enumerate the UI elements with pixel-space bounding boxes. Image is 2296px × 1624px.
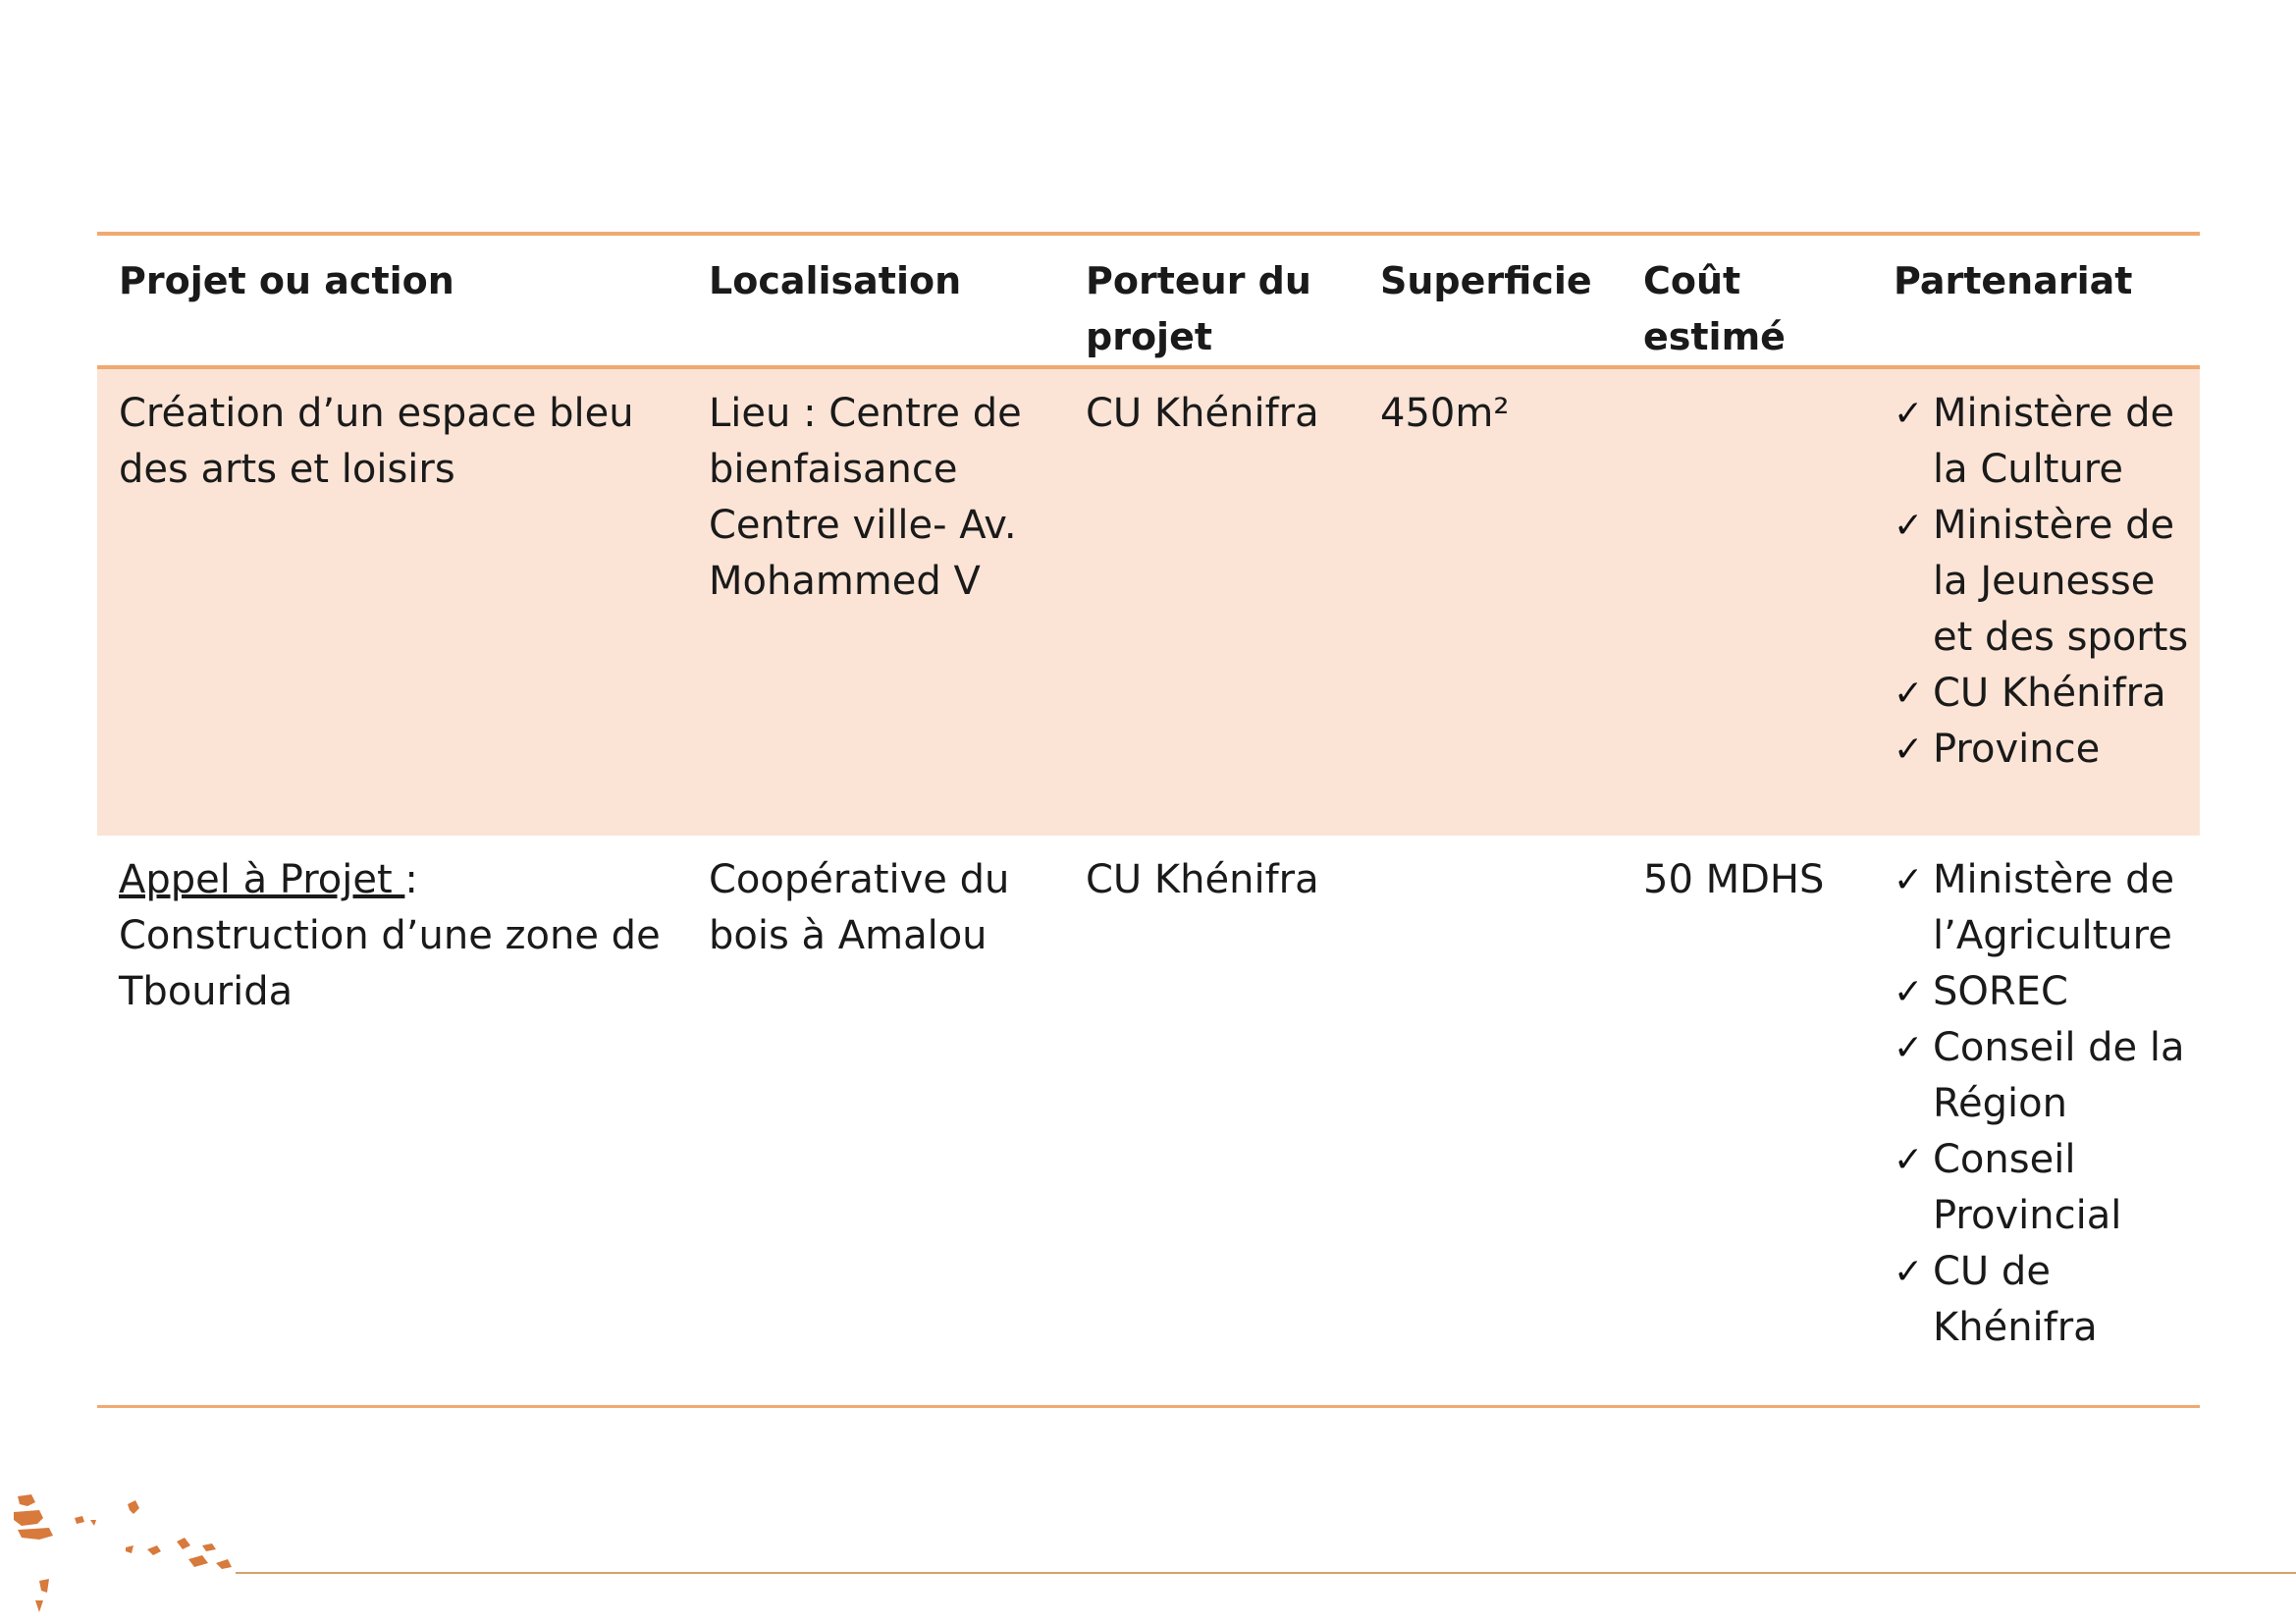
partner-label: Conseil de la Région (1933, 1025, 2185, 1126)
cell-porteur (1086, 836, 1365, 908)
header-projet: Projet ou action (119, 259, 454, 302)
partner-label: CU Khénifra (1933, 671, 2166, 716)
check-icon: ✓ (1894, 860, 1924, 900)
check-icon: ✓ (1894, 1252, 1924, 1292)
header-superficie: Superficie (1380, 259, 1592, 302)
check-icon: ✓ (1894, 1028, 1924, 1068)
cell-localisation (709, 369, 1072, 610)
partner-label: Ministère de l’Agriculture (1933, 857, 2175, 958)
check-icon: ✓ (1894, 1140, 1924, 1180)
cell-porteur (1086, 369, 1365, 442)
partner-item (1894, 1132, 2198, 1244)
partner-list (1894, 386, 2198, 778)
partner-list (1894, 852, 2198, 1356)
superficie-text: 450m² (1380, 391, 1510, 436)
localisation-line: Centre ville- Av. Mohammed V (709, 503, 1017, 604)
check-icon: ✓ (1894, 972, 1924, 1012)
table-row (97, 369, 2200, 836)
appel-projet-colon: : (404, 857, 418, 902)
partner-item (1894, 1020, 2198, 1132)
cell-superficie (1380, 369, 1630, 442)
partner-item (1894, 386, 2198, 498)
header-partenariat: Partenariat (1894, 259, 2133, 302)
table-header-row (97, 236, 2200, 365)
partner-item (1894, 852, 2198, 964)
check-icon: ✓ (1894, 674, 1924, 714)
cell-localisation (709, 836, 1072, 964)
footer-rule (236, 1572, 2296, 1574)
partner-item (1894, 666, 2198, 722)
header-cout: Coût estimé (1643, 259, 1786, 358)
partner-item (1894, 498, 2198, 666)
header-localisation: Localisation (709, 259, 962, 302)
partner-label: CU de Khénifra (1933, 1249, 2098, 1350)
projet-text: Création d’un espace bleu des arts et loisirs (119, 391, 634, 492)
partner-item (1894, 722, 2198, 778)
cell-cout (1643, 369, 1889, 386)
cell-projet (119, 369, 678, 498)
cell-partenariat (1894, 836, 2198, 1356)
partner-item (1894, 964, 2198, 1020)
check-icon: ✓ (1894, 394, 1924, 434)
check-icon: ✓ (1894, 730, 1924, 770)
appel-projet-label: Appel à Projet (119, 857, 405, 902)
footer-logo-mark (10, 1490, 236, 1618)
partner-label: Ministère de la Culture (1933, 391, 2175, 492)
partner-label: Conseil Provincial (1933, 1137, 2122, 1238)
header-porteur: Porteur du projet (1086, 259, 1311, 358)
table-row (97, 836, 2200, 1405)
porteur-text: CU Khénifra (1086, 857, 1319, 902)
partner-label: Province (1933, 727, 2101, 772)
localisation-line: Coopérative du bois à Amalou (709, 857, 1010, 958)
partner-item (1894, 1244, 2198, 1356)
cell-partenariat (1894, 369, 2198, 778)
cell-projet (119, 836, 678, 1020)
partner-label: Ministère de la Jeunesse et des sports (1933, 503, 2189, 660)
localisation-line: Lieu : Centre de bienfaisance (709, 391, 1022, 492)
projet-text: Construction d’une zone de Tbourida (119, 913, 661, 1014)
partner-label: SOREC (1933, 969, 2068, 1014)
cell-cout (1643, 836, 1889, 908)
cell-superficie (1380, 836, 1630, 852)
porteur-text: CU Khénifra (1086, 391, 1319, 436)
table-bottom-rule (97, 1405, 2200, 1408)
check-icon: ✓ (1894, 506, 1924, 546)
cout-text: 50 MDHS (1643, 857, 1825, 902)
